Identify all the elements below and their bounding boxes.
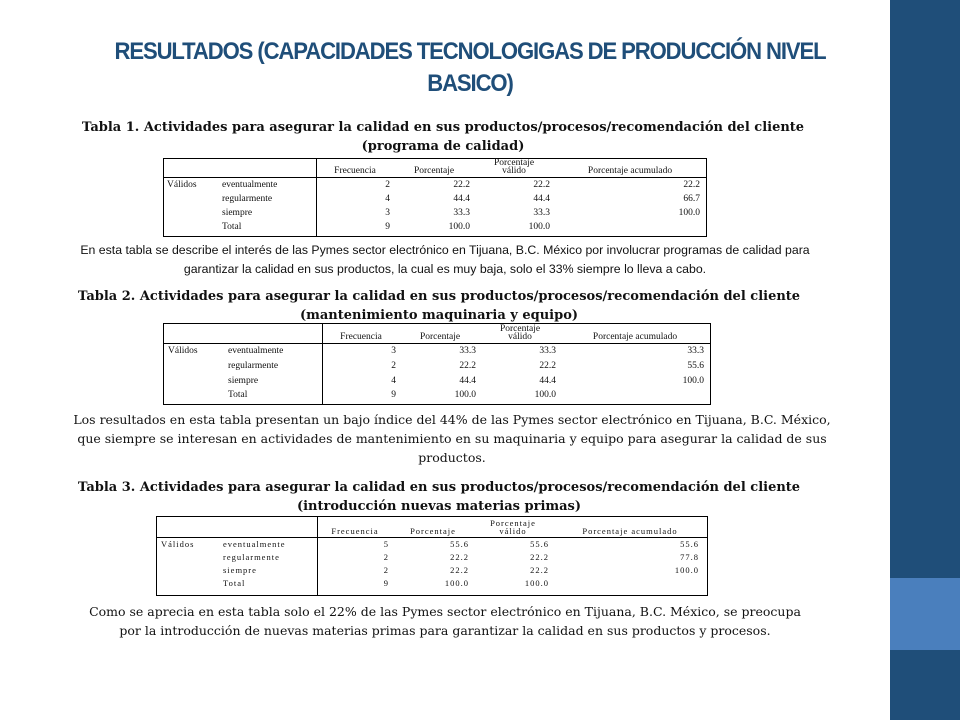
row-label: regularmente	[222, 194, 273, 204]
row-label: eventualmente	[228, 346, 284, 356]
header-porcentaje: Porcentaje	[413, 166, 455, 176]
cell-valido: 22.2	[533, 180, 550, 190]
slide-title: RESULTADOS (CAPACIDADES TECNOLOGIGAS DE PRODUCCIÓN NIVEL BASICO)	[114, 38, 826, 97]
row-label: Total	[222, 222, 242, 232]
header-frecuencia: Frecuencia	[331, 526, 379, 536]
table-2-description: Los resultados en esta tabla presentan un bajo índice del 44% de las Pymes sector electrónico en Tijuana, B.C. México, que siempre se interesan en actividades de mantenimiento en su maquinaria y equipo para asegurar la calidad de sus productos.	[73, 412, 831, 465]
cell-valido: 22.2	[530, 565, 549, 575]
cell-valido: 100.0	[534, 390, 556, 400]
cell-valido: 22.2	[530, 552, 549, 562]
header-valido-line2: válido	[499, 526, 527, 536]
cell-porcentaje: 33.3	[459, 346, 476, 356]
header-valido-line1: Porcentaje	[499, 324, 541, 334]
cell-acumulado: 33.3	[687, 346, 704, 356]
header-valido-line2: válido	[502, 166, 526, 176]
cell-valido: 55.6	[530, 539, 549, 549]
group-label: Válidos	[168, 346, 198, 356]
cell-frecuencia: 4	[391, 376, 396, 386]
header-frecuencia: Frecuencia	[340, 332, 382, 342]
cell-frecuencia: 4	[385, 194, 390, 204]
cell-frecuencia: 2	[385, 180, 390, 190]
cell-valido: 33.3	[533, 208, 550, 218]
table-2	[163, 323, 711, 405]
cell-valido: 44.4	[533, 194, 550, 204]
header-acumulado: Porcentaje acumulado	[587, 166, 673, 176]
header-acumulado: Porcentaje acumulado	[582, 526, 678, 536]
cell-frecuencia: 3	[391, 346, 396, 356]
table-3-caption: Tabla 3. Actividades para asegurar la calidad en sus productos/procesos/recomendación del cliente (introducción nuevas materias primas)	[77, 480, 801, 514]
cell-acumulado: 22.2	[683, 180, 700, 190]
header-frecuencia: Frecuencia	[334, 166, 376, 176]
table-3-description: Como se aprecia en esta tabla solo el 22% de las Pymes sector electrónico en Tijuana, B.C. México, se preocupa por la introducción de nuevas materias primas para garantizar la calidad en sus productos y procesos.	[89, 604, 801, 638]
header-porcentaje: Porcentaje	[410, 526, 456, 536]
header-valido-line1: Porcentaje	[493, 158, 535, 168]
cell-porcentaje: 44.4	[453, 194, 470, 204]
group-label: Válidos	[161, 539, 195, 549]
cell-frecuencia: 9	[383, 578, 389, 588]
row-label: regularmente	[228, 361, 279, 371]
cell-porcentaje: 22.2	[450, 565, 469, 575]
cell-acumulado: 55.6	[680, 539, 699, 549]
cell-porcentaje: 22.2	[459, 361, 476, 371]
cell-valido: 44.4	[539, 376, 556, 386]
cell-porcentaje: 100.0	[444, 578, 469, 588]
cell-frecuencia: 2	[391, 361, 396, 371]
cell-acumulado: 55.6	[687, 361, 704, 371]
row-label: Total	[228, 390, 248, 400]
row-label: Total	[223, 578, 246, 588]
cell-porcentaje: 55.6	[450, 539, 469, 549]
cell-porcentaje: 100.0	[448, 222, 470, 232]
sidebar-accent	[890, 578, 960, 650]
row-label: regularmente	[223, 552, 280, 562]
cell-acumulado: 100.0	[674, 565, 699, 575]
cell-porcentaje: 33.3	[453, 208, 470, 218]
table-1-caption: Tabla 1. Actividades para asegurar la calidad en sus productos/procesos/recomendación del cliente (programa de calidad)	[81, 120, 805, 154]
cell-valido: 22.2	[539, 361, 556, 371]
slide-sidebar	[890, 0, 960, 720]
cell-frecuencia: 9	[385, 222, 390, 232]
cell-frecuencia: 5	[383, 539, 389, 549]
cell-porcentaje: 44.4	[459, 376, 476, 386]
cell-frecuencia: 9	[391, 390, 396, 400]
header-valido-line2: válido	[508, 332, 532, 342]
cell-acumulado: 66.7	[683, 194, 700, 204]
header-valido-line1: Porcentaje	[490, 518, 536, 528]
cell-valido: 100.0	[524, 578, 549, 588]
table-2-caption: Tabla 2. Actividades para asegurar la calidad en sus productos/procesos/recomendación del cliente (mantenimiento maquinaria y equipo)	[77, 289, 801, 323]
table-3	[156, 516, 708, 596]
cell-porcentaje: 22.2	[450, 552, 469, 562]
cell-acumulado: 100.0	[678, 208, 700, 218]
row-label: eventualmente	[222, 180, 278, 190]
cell-frecuencia: 2	[383, 552, 389, 562]
row-label: siempre	[222, 208, 253, 218]
cell-porcentaje: 100.0	[454, 390, 476, 400]
cell-acumulado: 77.8	[680, 552, 699, 562]
cell-acumulado: 100.0	[682, 376, 704, 386]
cell-valido: 33.3	[539, 346, 556, 356]
row-label: siempre	[228, 376, 259, 386]
cell-frecuencia: 3	[385, 208, 390, 218]
header-porcentaje: Porcentaje	[419, 332, 461, 342]
table-1	[163, 158, 707, 237]
cell-porcentaje: 22.2	[453, 180, 470, 190]
header-acumulado: Porcentaje acumulado	[592, 332, 678, 342]
table-1-description: En esta tabla se describe el interés de las Pymes sector electrónico en Tijuana, B.C. México por involucrar programas de calidad para garantizar la calidad en sus productos, la cual es muy baja, solo el 33% siempre lo lleva a cabo.	[80, 243, 810, 276]
cell-valido: 100.0	[528, 222, 550, 232]
row-label: eventualmente	[223, 539, 286, 549]
row-label: siempre	[223, 565, 257, 575]
group-label: Válidos	[167, 180, 197, 190]
cell-frecuencia: 2	[383, 565, 389, 575]
